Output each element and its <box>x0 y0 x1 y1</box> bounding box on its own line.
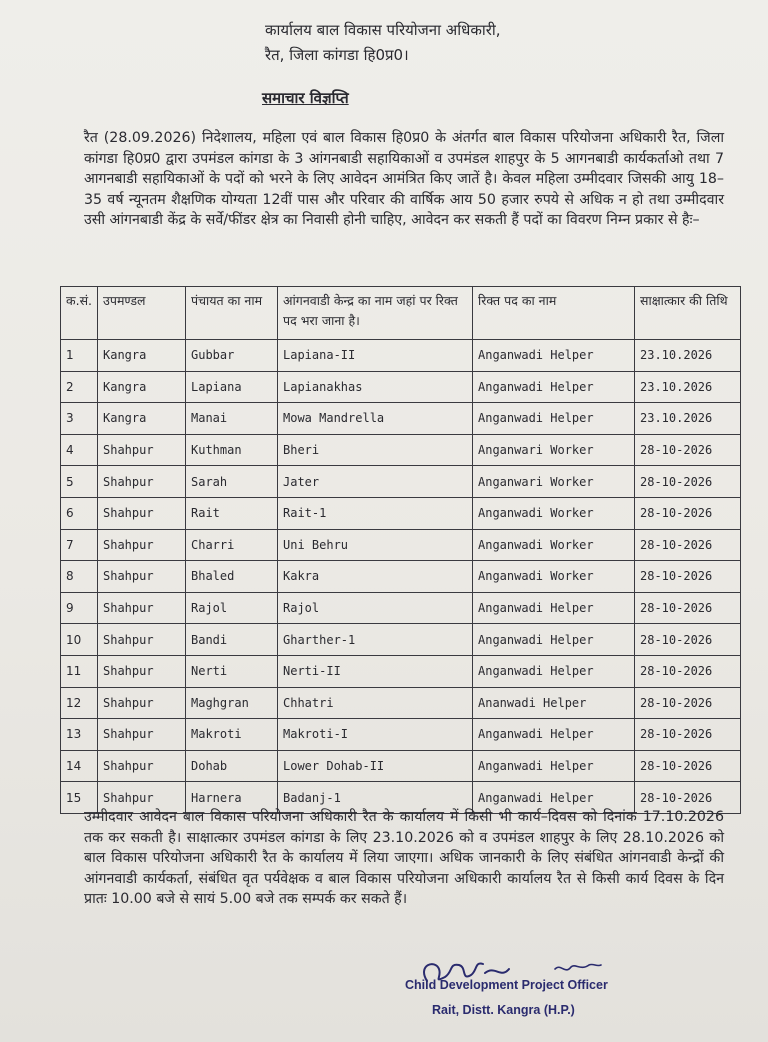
interview-date-cell: 28-10-2026 <box>635 497 741 529</box>
serial-cell: 12 <box>61 687 98 719</box>
post-cell: Anganwadi Worker <box>473 497 635 529</box>
subdivision-cell: Shahpur <box>98 592 186 624</box>
interview-date-cell: 28-10-2026 <box>635 719 741 751</box>
post-cell: Anganwari Worker <box>473 466 635 498</box>
interview-date-cell: 23.10.2026 <box>635 403 741 435</box>
post-cell: Anganwadi Worker <box>473 561 635 593</box>
serial-cell: 9 <box>61 592 98 624</box>
subdivision-cell: Shahpur <box>98 782 186 814</box>
table-row <box>61 434 741 466</box>
centre-cell: Gharther-1 <box>278 624 473 656</box>
table-row <box>61 561 741 593</box>
centre-cell: Jater <box>278 466 473 498</box>
header-interview-date: साक्षात्कार की तिथि <box>635 287 741 340</box>
serial-cell: 13 <box>61 719 98 751</box>
post-cell: Anganwadi Helper <box>473 624 635 656</box>
interview-date-cell: 28-10-2026 <box>635 592 741 624</box>
post-cell: Anganwadi Helper <box>473 750 635 782</box>
table-header-row <box>61 287 741 340</box>
post-cell: Anganwari Worker <box>473 434 635 466</box>
header-serial: क.सं. <box>61 287 98 340</box>
serial-cell: 3 <box>61 403 98 435</box>
centre-cell: Kakra <box>278 561 473 593</box>
panchayat-cell: Sarah <box>186 466 278 498</box>
centre-cell: Lapiana-II <box>278 340 473 372</box>
office-line-2: रैत, जिला कांगडा हि0प्र0। <box>265 46 409 64</box>
serial-cell: 10 <box>61 624 98 656</box>
subdivision-cell: Kangra <box>98 340 186 372</box>
interview-date-cell: 23.10.2026 <box>635 371 741 403</box>
signatory-office: Rait, Distt. Kangra (H.P.) <box>432 1003 575 1017</box>
panchayat-cell: Bandi <box>186 624 278 656</box>
post-cell: Anganwadi Helper <box>473 592 635 624</box>
table-row <box>61 466 741 498</box>
subdivision-cell: Shahpur <box>98 719 186 751</box>
subdivision-cell: Shahpur <box>98 624 186 656</box>
centre-cell: Rait-1 <box>278 497 473 529</box>
serial-cell: 14 <box>61 750 98 782</box>
centre-cell: Makroti-I <box>278 719 473 751</box>
interview-date-cell: 28-10-2026 <box>635 434 741 466</box>
table-row <box>61 497 741 529</box>
post-cell: Anganwadi Helper <box>473 340 635 372</box>
post-cell: Anganwadi Helper <box>473 371 635 403</box>
serial-cell: 2 <box>61 371 98 403</box>
subdivision-cell: Kangra <box>98 371 186 403</box>
interview-date-cell: 28-10-2026 <box>635 529 741 561</box>
centre-cell: Chhatri <box>278 687 473 719</box>
table-row <box>61 687 741 719</box>
post-cell: Ananwadi Helper <box>473 687 635 719</box>
table-row <box>61 624 741 656</box>
header-panchayat: पंचायत का नाम <box>186 287 278 340</box>
serial-cell: 5 <box>61 466 98 498</box>
panchayat-cell: Lapiana <box>186 371 278 403</box>
interview-date-cell: 28-10-2026 <box>635 782 741 814</box>
post-cell: Anganwadi Helper <box>473 655 635 687</box>
interview-date-cell: 23.10.2026 <box>635 340 741 372</box>
interview-date-cell: 28-10-2026 <box>635 466 741 498</box>
table-row <box>61 750 741 782</box>
header-anganwadi-centre: आंगनवाडी केन्द्र का नाम जहां पर रिक्त पद भरा जाना है। <box>278 287 473 340</box>
table-row <box>61 340 741 372</box>
notice-title: समाचार विज्ञप्ति <box>262 89 349 107</box>
serial-cell: 6 <box>61 497 98 529</box>
centre-cell: Bheri <box>278 434 473 466</box>
closing-paragraph: उम्मीदवार आवेदन बाल विकास परियोजना अधिकारी रैत के कार्यालय में किसी भी कार्य–दिवस को दिनांक 17.10.2026 तक कर सकती है। साक्षात्कार उपमंडल कांगडा के लिए 23.10.2026 को व उपमंडल शाहपुर के लिए 28.10.2026 को बाल विकास परियोजना अधिकारी रैत के कार्यालय में लिया जाएगा। अधिक जानकारी के लिए संबंधित आंगनवाडी केन्द्रों की आंगनवाडी कार्यकर्ता, संबंधित वृत पर्यवेक्षक व बाल विकास परियोजना अधिकारी कार्यालय रैत से किसी कार्य दिवस के दिन प्रातः 10.00 बजे से सायं 5.00 बजे तक सम्पर्क कर सकते हैं। <box>84 809 724 908</box>
interview-date-cell: 28-10-2026 <box>635 561 741 593</box>
subdivision-cell: Shahpur <box>98 655 186 687</box>
header-subdivision: उपमण्डल <box>98 287 186 340</box>
centre-cell: Badanj-1 <box>278 782 473 814</box>
panchayat-cell: Maghgran <box>186 687 278 719</box>
table-row <box>61 403 741 435</box>
signatory-designation: Child Development Project Officer <box>405 978 608 992</box>
centre-cell: Lapianakhas <box>278 371 473 403</box>
panchayat-cell: Dohab <box>186 750 278 782</box>
post-cell: Anganwadi Helper <box>473 403 635 435</box>
table-row <box>61 655 741 687</box>
subdivision-cell: Kangra <box>98 403 186 435</box>
centre-cell: Mowa Mandrella <box>278 403 473 435</box>
intro-paragraph: रैत (28.09.2026) निदेशालय, महिला एवं बाल विकास हि0प्र0 के अंतर्गत बाल विकास परियोजना अधिकारी रैत, जिला कांगडा हि0प्र0 द्वारा उपमंडल कांगडा के 3 आंगनबाडी सहायिकाओं व उपमंडल शाहपुर के 5 आगनबाडी कार्यकर्ताओ तथा 7 आगनबाडी सहायिकाओं के पदों को भरने के लिए आवेदन आमंत्रित किए जातें है। केवल महिला उम्मीदवार जिसकी आयु 18–35 वर्ष न्यूनतम शैक्षणिक योग्यता 12वीं पास और परिवार की वार्षिक आय 50 हजार रुपये से अधिक न हो तथा उम्मीदवार उसी आंगनबाडी केंद्र के सर्वे/फींडर क्षेत्र का निवासी होनी चाहिए, आवेदन कर सकती हैं पदों का विवरण निम्न प्रकार से हैः– <box>84 130 724 229</box>
table-row <box>61 719 741 751</box>
office-line-1: कार्यालय बाल विकास परियोजना अधिकारी, <box>265 21 501 39</box>
interview-date-cell: 28-10-2026 <box>635 624 741 656</box>
centre-cell: Rajol <box>278 592 473 624</box>
subdivision-cell: Shahpur <box>98 529 186 561</box>
serial-cell: 7 <box>61 529 98 561</box>
table-row <box>61 592 741 624</box>
table-row <box>61 529 741 561</box>
centre-cell: Lower Dohab-II <box>278 750 473 782</box>
subdivision-cell: Shahpur <box>98 466 186 498</box>
panchayat-cell: Makroti <box>186 719 278 751</box>
centre-cell: Uni Behru <box>278 529 473 561</box>
office-address <box>265 18 501 68</box>
interview-date-cell: 28-10-2026 <box>635 655 741 687</box>
subdivision-cell: Shahpur <box>98 561 186 593</box>
panchayat-cell: Gubbar <box>186 340 278 372</box>
panchayat-cell: Manai <box>186 403 278 435</box>
post-cell: Anganwadi Worker <box>473 529 635 561</box>
interview-date-cell: 28-10-2026 <box>635 687 741 719</box>
panchayat-cell: Harnera <box>186 782 278 814</box>
serial-cell: 15 <box>61 782 98 814</box>
panchayat-cell: Nerti <box>186 655 278 687</box>
panchayat-cell: Rait <box>186 497 278 529</box>
subdivision-cell: Shahpur <box>98 750 186 782</box>
panchayat-cell: Kuthman <box>186 434 278 466</box>
vacancy-table <box>60 286 741 814</box>
serial-cell: 1 <box>61 340 98 372</box>
serial-cell: 8 <box>61 561 98 593</box>
serial-cell: 11 <box>61 655 98 687</box>
subdivision-cell: Shahpur <box>98 687 186 719</box>
interview-date-cell: 28-10-2026 <box>635 750 741 782</box>
centre-cell: Nerti-II <box>278 655 473 687</box>
serial-cell: 4 <box>61 434 98 466</box>
subdivision-cell: Shahpur <box>98 434 186 466</box>
post-cell: Anganwadi Helper <box>473 719 635 751</box>
header-post-name: रिक्त पद का नाम <box>473 287 635 340</box>
post-cell: Anganwadi Helper <box>473 782 635 814</box>
table-row <box>61 371 741 403</box>
panchayat-cell: Charri <box>186 529 278 561</box>
panchayat-cell: Bhaled <box>186 561 278 593</box>
subdivision-cell: Shahpur <box>98 497 186 529</box>
panchayat-cell: Rajol <box>186 592 278 624</box>
